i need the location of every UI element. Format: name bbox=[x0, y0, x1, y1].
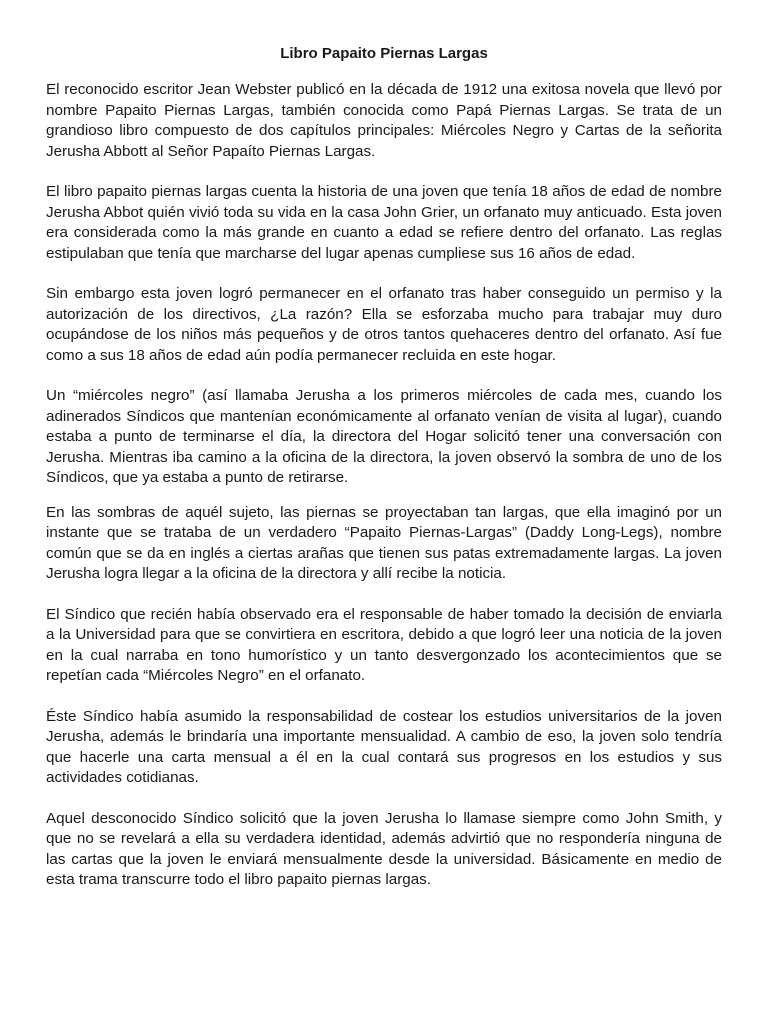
paragraph-7: Éste Síndico había asumido la responsabilidad de costear los estudios universitarios de la joven Jerusha, además le brindaría una importante mensualidad. A cambio de eso, la joven solo tendría que hacerle una carta mensual a él en la cual contará sus progresos en los estudios y sus actividades cotidianas. bbox=[46, 707, 722, 786]
paragraph-3: Sin embargo esta joven logró permanecer en el orfanato tras haber conseguido un permiso y la autorización de los directivos, ¿La razón? Ella se esforzaba mucho para trabajar muy duro ocupándose de los niños más pequeños y de otros tantos quehaceres dentro del orfanato. Así fue como a sus 18 años de edad aún podía permanecer recluida en este hogar. bbox=[46, 285, 722, 364]
document-title: Libro Papaito Piernas Largas bbox=[280, 45, 488, 62]
paragraph-2: El libro papaito piernas largas cuenta la historia de una joven que tenía 18 años de edad de nombre Jerusha Abbot quién vivió toda su vida en la casa John Grier, un orfanato muy anticuado. Esta joven era considerada como la más grande en cuanto a edad se refiere dentro del orfanato. Las reglas estipulaban que tenía que marcharse del lugar apenas cumpliese sus 16 años de edad. bbox=[46, 183, 722, 262]
paragraph-5: En las sombras de aquél sujeto, las piernas se proyectaban tan largas, que ella imaginó por un instante que se trataba de un verdadero “Papaito Piernas-Largas” (Daddy Long-Legs), nombre común que se da en inglés a ciertas arañas que tienen sus patas extremadamente largas. La joven Jerusha logra llegar a la oficina de la directora y allí recibe la noticia. bbox=[46, 503, 722, 582]
paragraph-4: Un “miércoles negro” (así llamaba Jerusha a los primeros miércoles de cada mes, cuando los adinerados Síndicos que mantenían económicamente al orfanato venían de visita al lugar), cuando estaba a punto de terminarse el día, la directora del Hogar solicitó tener una conversación con Jerusha. Mientras iba camino a la oficina de la directora, la joven observó la sombra de uno de los Síndicos, que ya estaba a punto de retirarse. bbox=[46, 387, 722, 486]
document-page bbox=[46, 44, 722, 911]
paragraph-8: Aquel desconocido Síndico solicitó que la joven Jerusha lo llamase siempre como John Smith, y que no se revelará a ella su verdadera identidad, además advirtió que no respondería ninguna de las cartas que la joven le enviará mensualmente desde la universidad. Básicamente en medio de esta trama transcurre todo el libro papaito piernas largas. bbox=[46, 809, 722, 888]
paragraph-6: El Síndico que recién había observado era el responsable de haber tomado la decisión de enviarla a la Universidad para que se convirtiera en escritora, debido a que logró leer una noticia de la joven en la cual narraba en tono humorístico y un tanto desvergonzado los acontecimientos que se repetían cada “Miércoles Negro” en el orfanato. bbox=[46, 605, 722, 684]
paragraph-1: El reconocido escritor Jean Webster publicó en la década de 1912 una exitosa novela que llevó por nombre Papaito Piernas Largas, también conocida como Papá Piernas Largas. Se trata de un grandioso libro compuesto de dos capítulos principales: Miércoles Negro y Cartas de la señorita Jerusha Abbott al Señor Papaíto Piernas Largas. bbox=[46, 81, 722, 160]
